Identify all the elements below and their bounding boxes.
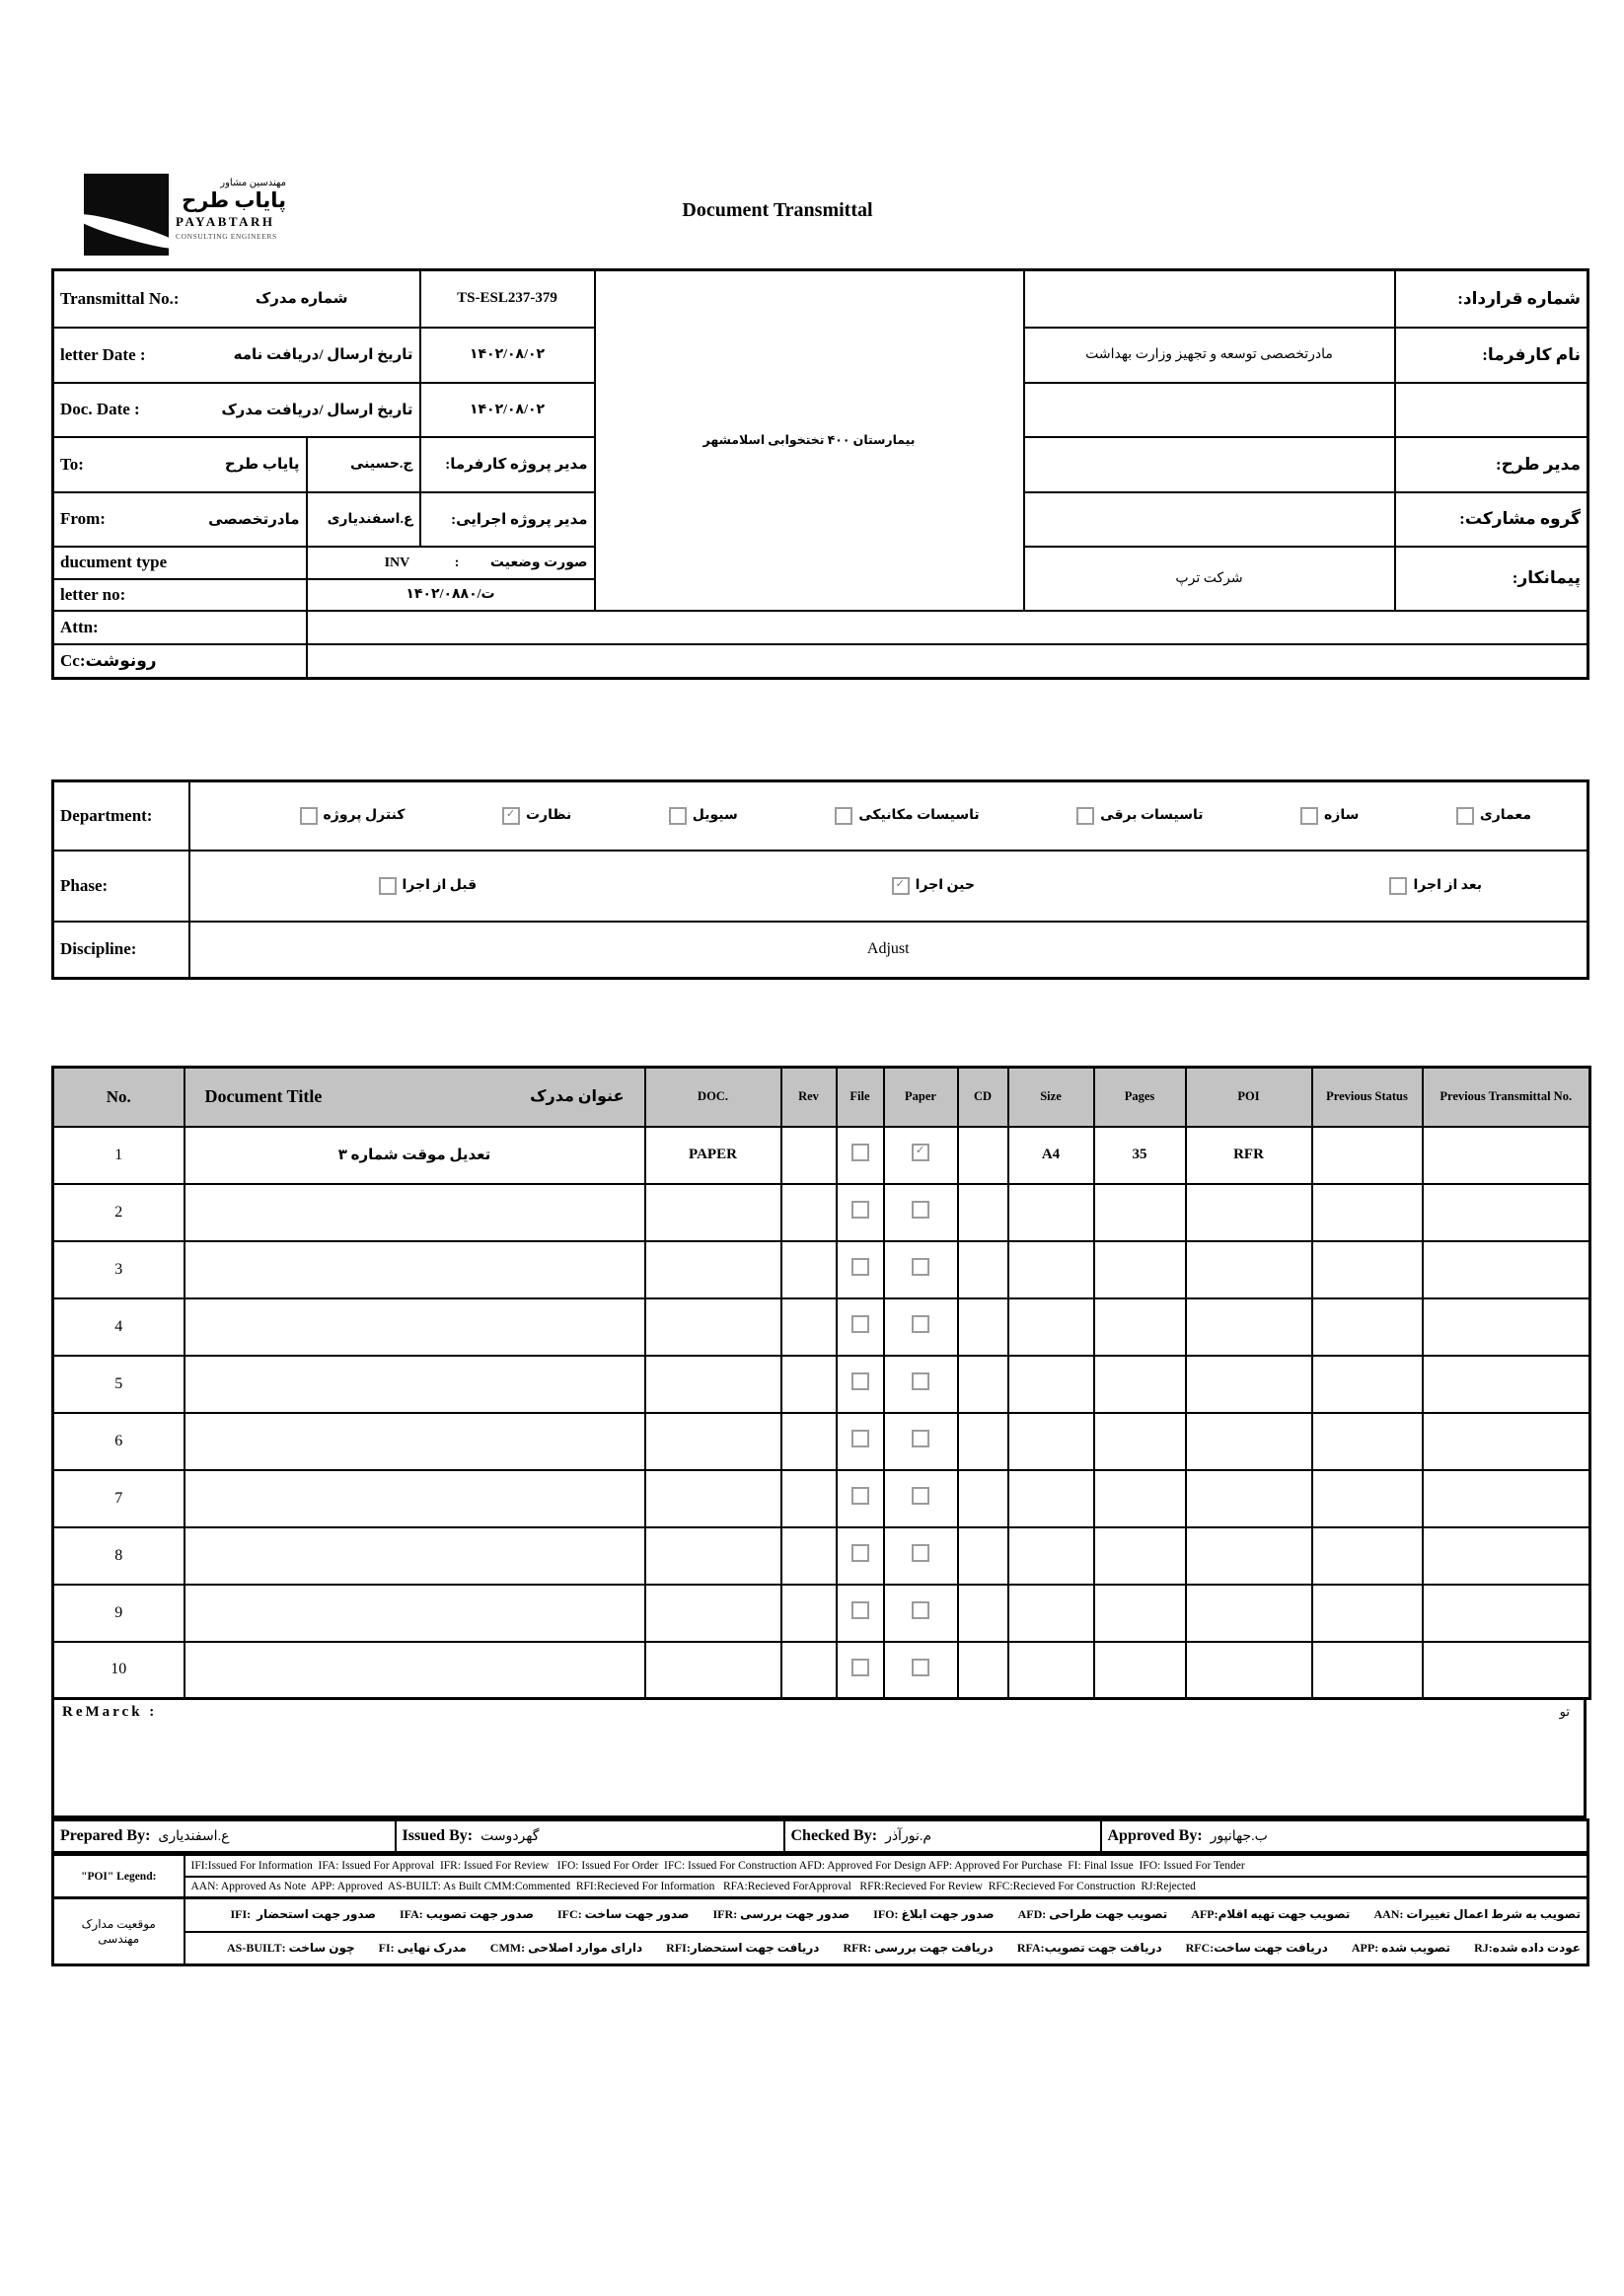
paper-checkbox-icon[interactable]	[912, 1315, 929, 1333]
col-header-size: Size	[1008, 1068, 1094, 1127]
table-row	[53, 1527, 1590, 1585]
row-no: 1	[53, 1127, 185, 1184]
department-options	[196, 807, 1582, 825]
dept-option-civil[interactable]: سیویل	[669, 807, 738, 825]
table-row	[53, 1642, 1590, 1699]
cc-label: Cc:رونوشت	[60, 650, 157, 670]
poi-legend-line1: IFI:Issued For Information IFA: Issued For Approval IFR: Issued For Review IFO: Issued For Order IFC: Issued For Construction AFD: Approved For Design AFP: Approved For Purchase FI: Final Issue IFO: Issued For Tender	[185, 1855, 1588, 1877]
file-checkbox-icon[interactable]	[851, 1258, 869, 1276]
remark-label: ReMarck :	[62, 1704, 158, 1720]
transmittal-no-value: TS-ESL237-379	[420, 270, 595, 328]
project-name: بیمارستان ۴۰۰ تختخوابی اسلامشهر	[595, 270, 1024, 611]
letter-date-label: letter Date : تاریخ ارسال /دریافت نامه	[60, 344, 413, 364]
file-checkbox-icon[interactable]	[851, 1372, 869, 1390]
doc-type-label: ducument type	[60, 553, 168, 571]
table-row	[53, 1184, 1590, 1241]
client-pm-value: ج.حسینی	[307, 437, 420, 492]
contractor-label: پیمانکار:	[1395, 547, 1588, 611]
row-rev	[781, 1127, 837, 1184]
col-header-paper: Paper	[884, 1068, 958, 1127]
row-no: 8	[53, 1527, 185, 1585]
dept-option-structure[interactable]: سازه	[1300, 807, 1359, 825]
file-checkbox-icon[interactable]	[851, 1430, 869, 1447]
row-no: 5	[53, 1356, 185, 1413]
page-title: Document Transmittal	[682, 199, 873, 221]
phase-options	[196, 877, 1582, 895]
checkbox-icon[interactable]	[669, 807, 687, 825]
row-no: 6	[53, 1413, 185, 1470]
partnership-label: گروه مشارکت:	[1395, 492, 1588, 547]
poi-legend-table	[51, 1853, 1589, 1899]
table-row	[53, 1356, 1590, 1413]
contract-no-label: شماره قرارداد:	[1395, 270, 1588, 328]
file-checkbox-icon[interactable]	[851, 1144, 869, 1161]
approved-by: Approved By: ب.جهانپور	[1107, 1827, 1268, 1844]
paper-checkbox-icon[interactable]	[912, 1659, 929, 1676]
table-row	[53, 1470, 1590, 1527]
checkbox-icon[interactable]	[379, 877, 397, 895]
col-header-file: File	[837, 1068, 884, 1127]
transmittal-info-table	[51, 268, 1589, 680]
empty-value-cell	[1024, 383, 1395, 437]
document-list-table	[51, 1066, 1591, 1700]
exec-pm-value: ع.اسفندیاری	[307, 492, 420, 547]
logo-subtitle-en: CONSULTING ENGINEERS	[176, 232, 277, 241]
file-checkbox-icon[interactable]	[851, 1601, 869, 1619]
phase-option-after-exec[interactable]: بعد از اجرا	[1389, 877, 1482, 895]
row-prev-status	[1312, 1127, 1423, 1184]
col-header-title: Document Title عنوان مدرک	[204, 1086, 625, 1107]
client-name-value: مادرتخصصی توسعه و تجهیز وزارت بهداشت	[1024, 328, 1395, 383]
client-pm-label: مدیر پروژه کارفرما:	[420, 437, 595, 492]
signature-row	[51, 1818, 1589, 1854]
doc-date-label: Doc. Date : تاریخ ارسال /دریافت مدرک	[60, 400, 413, 418]
checkbox-icon[interactable]	[1389, 877, 1407, 895]
col-header-prev-transmittal: Previous Transmittal No.	[1423, 1068, 1590, 1127]
doc-status-label: موقعیت مدارک مهندسی	[53, 1898, 185, 1965]
logo-name-en: PAYABTARH	[176, 214, 275, 229]
file-checkbox-icon[interactable]	[851, 1315, 869, 1333]
checkbox-icon[interactable]	[835, 807, 852, 825]
cc-value	[307, 644, 1588, 679]
issued-by: Issued By: گهردوست	[402, 1827, 540, 1844]
table-row	[53, 1413, 1590, 1470]
exec-pm-label: مدیر پروژه اجرایی:	[420, 492, 595, 547]
attn-label: Attn:	[60, 617, 99, 636]
phase-option-during-exec[interactable]: حین اجرا ✓	[892, 877, 975, 895]
contractor-value: شرکت ترپ	[1024, 547, 1395, 611]
prepared-by: Prepared By: ع.اسفندیاری	[60, 1827, 230, 1844]
doc-type-value: صورت وضعیت : INV	[307, 547, 595, 579]
doc-date-value: ۱۴۰۲/۰۸/۰۲	[420, 383, 595, 437]
table-row	[53, 1127, 1590, 1184]
remark-section	[51, 1697, 1587, 1818]
checked-by: Checked By: م.نورآذر	[790, 1827, 932, 1844]
from-row: From: مادرتخصصی	[60, 509, 300, 528]
row-paper-cell	[884, 1127, 958, 1184]
contract-no-value	[1024, 270, 1395, 328]
poi-legend-fa-line2: عودت داده شده:RJ تصویب شده :APP دریافت جهت ساخت:RFC دریافت جهت تصویب:RFA دریافت جهت بررسی :RFR دریافت جهت استحضار:RFI دارای موارد اصلاحی :CMM مدرک نهایی :FI چون ساخت :AS-BUILT	[185, 1932, 1588, 1965]
row-no: 2	[53, 1184, 185, 1241]
table-row	[53, 1585, 1590, 1642]
to-row: To: پایاب طرح	[60, 454, 300, 474]
row-no: 4	[53, 1298, 185, 1356]
col-header-doc: DOC.	[645, 1068, 781, 1127]
paper-checkbox-icon[interactable]	[912, 1201, 929, 1219]
paper-checkbox-icon[interactable]	[912, 1258, 929, 1276]
row-doc-type: PAPER	[645, 1127, 781, 1184]
discipline-value: Adjust	[189, 922, 1588, 979]
dept-option-mechanical[interactable]: تاسیسات مکانیکی	[835, 807, 979, 825]
plan-manager-label: مدیر طرح:	[1395, 437, 1588, 492]
row-poi: RFR	[1186, 1127, 1312, 1184]
col-header-rev: Rev	[781, 1068, 837, 1127]
paper-checkbox-icon[interactable]	[912, 1430, 929, 1447]
logo-tagline-fa: مهندسین مشاور	[220, 178, 286, 188]
file-checkbox-icon[interactable]	[851, 1487, 869, 1505]
row-pages: 35	[1094, 1127, 1186, 1184]
poi-legend-label: "POI" Legend:	[53, 1855, 185, 1898]
empty-label-cell	[1395, 383, 1588, 437]
department-table	[51, 779, 1589, 980]
checkbox-icon[interactable]	[502, 807, 520, 825]
file-checkbox-icon[interactable]	[851, 1544, 869, 1562]
client-name-label: نام کارفرما:	[1395, 328, 1588, 383]
row-no: 3	[53, 1241, 185, 1298]
letter-no-value: ت/۱۴۰۲/۰۸۸۰	[307, 579, 595, 611]
paper-checkbox-icon[interactable]	[912, 1372, 929, 1390]
paper-checkbox-icon[interactable]	[912, 1144, 929, 1161]
paper-checkbox-icon[interactable]	[912, 1544, 929, 1562]
discipline-label: Discipline:	[60, 939, 137, 959]
letter-date-value: ۱۴۰۲/۰۸/۰۲	[420, 328, 595, 383]
paper-checkbox-icon[interactable]	[912, 1601, 929, 1619]
row-no: 10	[53, 1642, 185, 1699]
row-prev-transmittal	[1423, 1127, 1590, 1184]
col-header-prev-status: Previous Status	[1312, 1068, 1423, 1127]
dept-option-architecture[interactable]: معماری	[1456, 807, 1531, 825]
paper-checkbox-icon[interactable]	[912, 1487, 929, 1505]
checkbox-icon[interactable]	[1456, 807, 1474, 825]
row-no: 9	[53, 1585, 185, 1642]
checkbox-icon[interactable]	[1300, 807, 1318, 825]
letter-no-label: letter no:	[60, 584, 126, 604]
transmittal-no-label: Transmittal No.: شماره مدرک	[60, 288, 348, 308]
checkbox-icon[interactable]	[300, 807, 318, 825]
dept-option-electrical[interactable]: تاسیسات برقی	[1076, 807, 1203, 825]
phase-label: Phase:	[60, 875, 109, 895]
poi-legend-fa-line1: تصویب به شرط اعمال تغییرات :AAN تصویب جهت تهیه اقلام:AFP تصویب جهت طراحی :AFD صدور جهت ابلاغ :IFO صدور جهت بررسی :IFR صدور جهت ساخت :IFC صدور جهت تصویب :IFA صدور جهت استحضار :IFI	[185, 1898, 1588, 1932]
row-cd	[958, 1127, 1008, 1184]
partnership-value	[1024, 492, 1395, 547]
row-file-cell	[837, 1127, 884, 1184]
col-header-pages: Pages	[1094, 1068, 1186, 1127]
checkbox-icon[interactable]	[1076, 807, 1094, 825]
file-checkbox-icon[interactable]	[851, 1659, 869, 1676]
row-no: 7	[53, 1470, 185, 1527]
file-checkbox-icon[interactable]	[851, 1201, 869, 1219]
col-header-cd: CD	[958, 1068, 1008, 1127]
logo-name-fa: پایاب طرح	[182, 188, 286, 212]
department-label: Department:	[60, 805, 153, 825]
plan-manager-value	[1024, 437, 1395, 492]
poi-legend-line2: AAN: Approved As Note APP: Approved AS-BUILT: As Built CMM:Commented RFI:Recieved For Information RFA:Recieved ForApproval RFR:Recieved For Review RFC:Recieved For Construction RJ:Rejected	[185, 1877, 1588, 1898]
dept-option-project-control[interactable]: کنترل پروژه	[300, 807, 406, 825]
row-doc-title: تعدیل موقت شماره ۳	[185, 1127, 645, 1184]
checkbox-icon[interactable]	[892, 877, 910, 895]
attn-value	[307, 611, 1588, 644]
table-row	[53, 1298, 1590, 1356]
dept-option-supervision[interactable]: نظارت ✓	[502, 807, 571, 825]
col-header-poi: POI	[1186, 1068, 1312, 1127]
poi-legend-fa-table	[51, 1896, 1589, 1966]
remark-note: تو	[1559, 1704, 1570, 1719]
row-size: A4	[1008, 1127, 1094, 1184]
col-header-no: No.	[53, 1068, 185, 1127]
phase-option-before-exec[interactable]: قبل از اجرا	[379, 877, 478, 895]
table-row	[53, 1241, 1590, 1298]
